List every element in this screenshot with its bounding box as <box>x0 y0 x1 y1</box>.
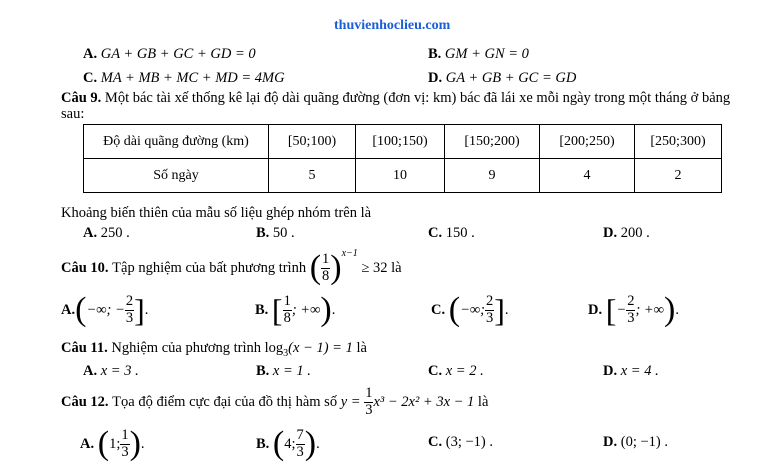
table-cell: 10 <box>356 159 445 193</box>
option-label: B. <box>428 46 442 62</box>
fraction-denominator: 3 <box>365 401 373 418</box>
q12-option-d <box>603 434 668 451</box>
table-cell: 4 <box>540 159 635 193</box>
q9-option-b <box>256 225 295 242</box>
frequency-table <box>83 124 722 193</box>
option-value: (0; −1) . <box>620 434 668 450</box>
interval-left: − <box>616 301 627 318</box>
fraction-denominator: 8 <box>283 309 291 326</box>
fraction-numerator: 2 <box>627 292 635 309</box>
q10-option-b <box>255 290 335 330</box>
option-label: B. <box>256 225 270 241</box>
option-label: A. <box>83 225 98 241</box>
interval-left: −∞; <box>460 301 486 318</box>
option-label: D. <box>603 363 618 379</box>
close-bracket: ] <box>494 292 505 328</box>
option-expression: GA + GB + GC + GD = 0 <box>100 46 256 62</box>
option-label: B. <box>255 301 269 318</box>
site-watermark: thuvienhoclieu.com <box>334 18 451 33</box>
interval-right: ; +∞ <box>291 301 321 318</box>
option-value: 200 . <box>620 225 650 241</box>
question-number: Câu 12. <box>61 393 109 410</box>
option-label: B. <box>256 435 270 452</box>
fraction-denominator: 8 <box>322 267 330 284</box>
q9-stem <box>61 90 730 107</box>
table-row <box>84 159 722 193</box>
option-tail: . <box>675 301 679 318</box>
q12-option-a: A. ( 1; $\frac{1}{3}$ ) . <box>80 425 145 462</box>
table-cell: [100;150) <box>356 125 445 159</box>
fraction-denominator: 3 <box>627 309 635 326</box>
option-label: C. <box>83 70 98 86</box>
inequality-rhs: ≥ 32 <box>361 259 388 276</box>
option-value: (3; −1) . <box>445 434 493 450</box>
table-cell: 2 <box>635 159 722 193</box>
table-cell: Số ngày <box>84 159 269 193</box>
option-label: B. <box>256 363 270 379</box>
log-base: 3 <box>283 347 289 359</box>
fraction-numerator: 1 <box>322 250 330 267</box>
q8-option-d <box>428 70 576 87</box>
q9-option-a <box>83 225 130 242</box>
option-value: x = 3 . <box>100 363 139 379</box>
q11-option-b <box>256 363 311 380</box>
table-cell: Độ dài quãng đường (km) <box>84 125 269 159</box>
function-rhs: x³ − 2x² + 3x − 1 <box>373 393 475 410</box>
option-expression: GA + GB + GC = GD <box>445 70 577 86</box>
option-value: 50 . <box>272 225 295 241</box>
option-label: A. <box>61 301 76 318</box>
open-bracket: ( <box>448 291 461 328</box>
q11-stem <box>61 340 367 359</box>
fraction-denominator: 3 <box>121 443 129 460</box>
log-argument: (x − 1) = 1 <box>288 340 353 356</box>
log-function: log <box>264 340 284 356</box>
option-label: D. <box>603 434 618 450</box>
q12-option-c <box>428 434 493 451</box>
open-bracket: [ <box>271 292 283 328</box>
option-label: D. <box>603 225 618 241</box>
option-label: C. <box>428 434 443 450</box>
table-cell: [200;250) <box>540 125 635 159</box>
q10-option-a <box>61 290 148 330</box>
interval-left: −∞; − <box>86 301 125 318</box>
fraction-numerator: 7 <box>296 426 304 443</box>
q10-option-c <box>431 290 509 330</box>
open-bracket: ( <box>75 291 87 328</box>
q8-option-b <box>428 46 529 63</box>
fraction-denominator: 3 <box>486 309 494 326</box>
q9-option-c <box>428 225 475 242</box>
question-text: Nghiệm của phương trình <box>111 340 261 356</box>
function-lhs: y = <box>340 393 361 410</box>
q11-option-a <box>83 363 139 380</box>
option-value: 250 . <box>100 225 130 241</box>
fraction-numerator: 1 <box>365 384 373 401</box>
table-cell: 9 <box>445 159 540 193</box>
close-bracket: ) <box>320 291 332 328</box>
point-x: 4; <box>284 435 296 452</box>
open-bracket: [ <box>605 292 617 328</box>
table-cell: [250;300) <box>635 125 722 159</box>
question-number: Câu 11. <box>61 340 108 356</box>
q9-stem-continued: sau: <box>61 106 85 122</box>
close-bracket: ] <box>134 292 145 328</box>
table-cell: 5 <box>269 159 356 193</box>
q11-option-d <box>603 363 659 380</box>
q11-option-c <box>428 363 484 380</box>
option-value: x = 4 . <box>620 363 659 379</box>
question-tail: là <box>391 259 402 276</box>
option-value: 150 . <box>445 225 475 241</box>
question-text: Tập nghiệm của bất phương trình <box>112 259 307 276</box>
option-expression: MA + MB + MC + MD = 4MG <box>100 70 285 86</box>
option-value: x = 1 . <box>272 363 311 379</box>
option-label: D. <box>428 70 443 86</box>
option-label: D. <box>588 301 603 318</box>
q10-option-d <box>588 290 679 330</box>
fraction-numerator: 1 <box>283 292 291 309</box>
option-tail: . <box>504 301 509 318</box>
q8-option-c <box>83 70 285 87</box>
point-x: 1; <box>109 435 121 452</box>
fraction-denominator: 3 <box>125 309 134 326</box>
interval-right: ; +∞ <box>635 301 665 318</box>
q9-option-d <box>603 225 650 242</box>
option-label: C. <box>428 363 443 379</box>
question-text: Tọa độ điểm cực đại của đồ thị hàm số <box>112 393 338 410</box>
option-value: x = 2 . <box>445 363 484 379</box>
question-number: Câu 10. <box>61 259 109 276</box>
option-expression: GM + GN = 0 <box>444 46 529 62</box>
question-tail: là <box>356 340 367 356</box>
option-label: C. <box>431 301 446 318</box>
option-label: A. <box>80 435 95 452</box>
option-label: A. <box>83 363 98 379</box>
table-cell: [50;100) <box>269 125 356 159</box>
fraction-numerator: 2 <box>125 292 134 309</box>
question-number: Câu 9. <box>61 90 102 106</box>
question-text: Một bác tài xế thống kê lại độ dài quãng đường (đơn vị: km) bác đã lái xe mỗi ngày trong một tháng ở bảng <box>104 90 731 106</box>
fraction-numerator: 2 <box>486 292 494 309</box>
option-label: C. <box>428 225 443 241</box>
q12-stem <box>61 382 488 422</box>
fraction-numerator: 1 <box>121 426 129 443</box>
table-header-row <box>84 125 722 159</box>
fraction-denominator: 3 <box>296 443 304 460</box>
question-tail: là <box>477 393 489 410</box>
exponent: x−1 <box>341 248 358 259</box>
option-label: A. <box>83 46 98 62</box>
q12-option-b: B. ( 4; $\frac{7}{3}$ ) . <box>256 425 320 462</box>
q8-option-a <box>83 46 256 63</box>
option-tail: . <box>144 301 149 318</box>
close-bracket: ) <box>664 291 676 328</box>
option-tail: . <box>331 301 336 318</box>
q10-stem: Câu 10. Tập nghiệm của bất phương trình ( $\frac{1}{8}$ ) $^{x-1}$ ≥ 32 là <box>61 248 402 286</box>
q9-question: Khoảng biến thiên của mẫu số liệu ghép nhóm trên là <box>61 205 372 221</box>
table-cell: [150;200) <box>445 125 540 159</box>
